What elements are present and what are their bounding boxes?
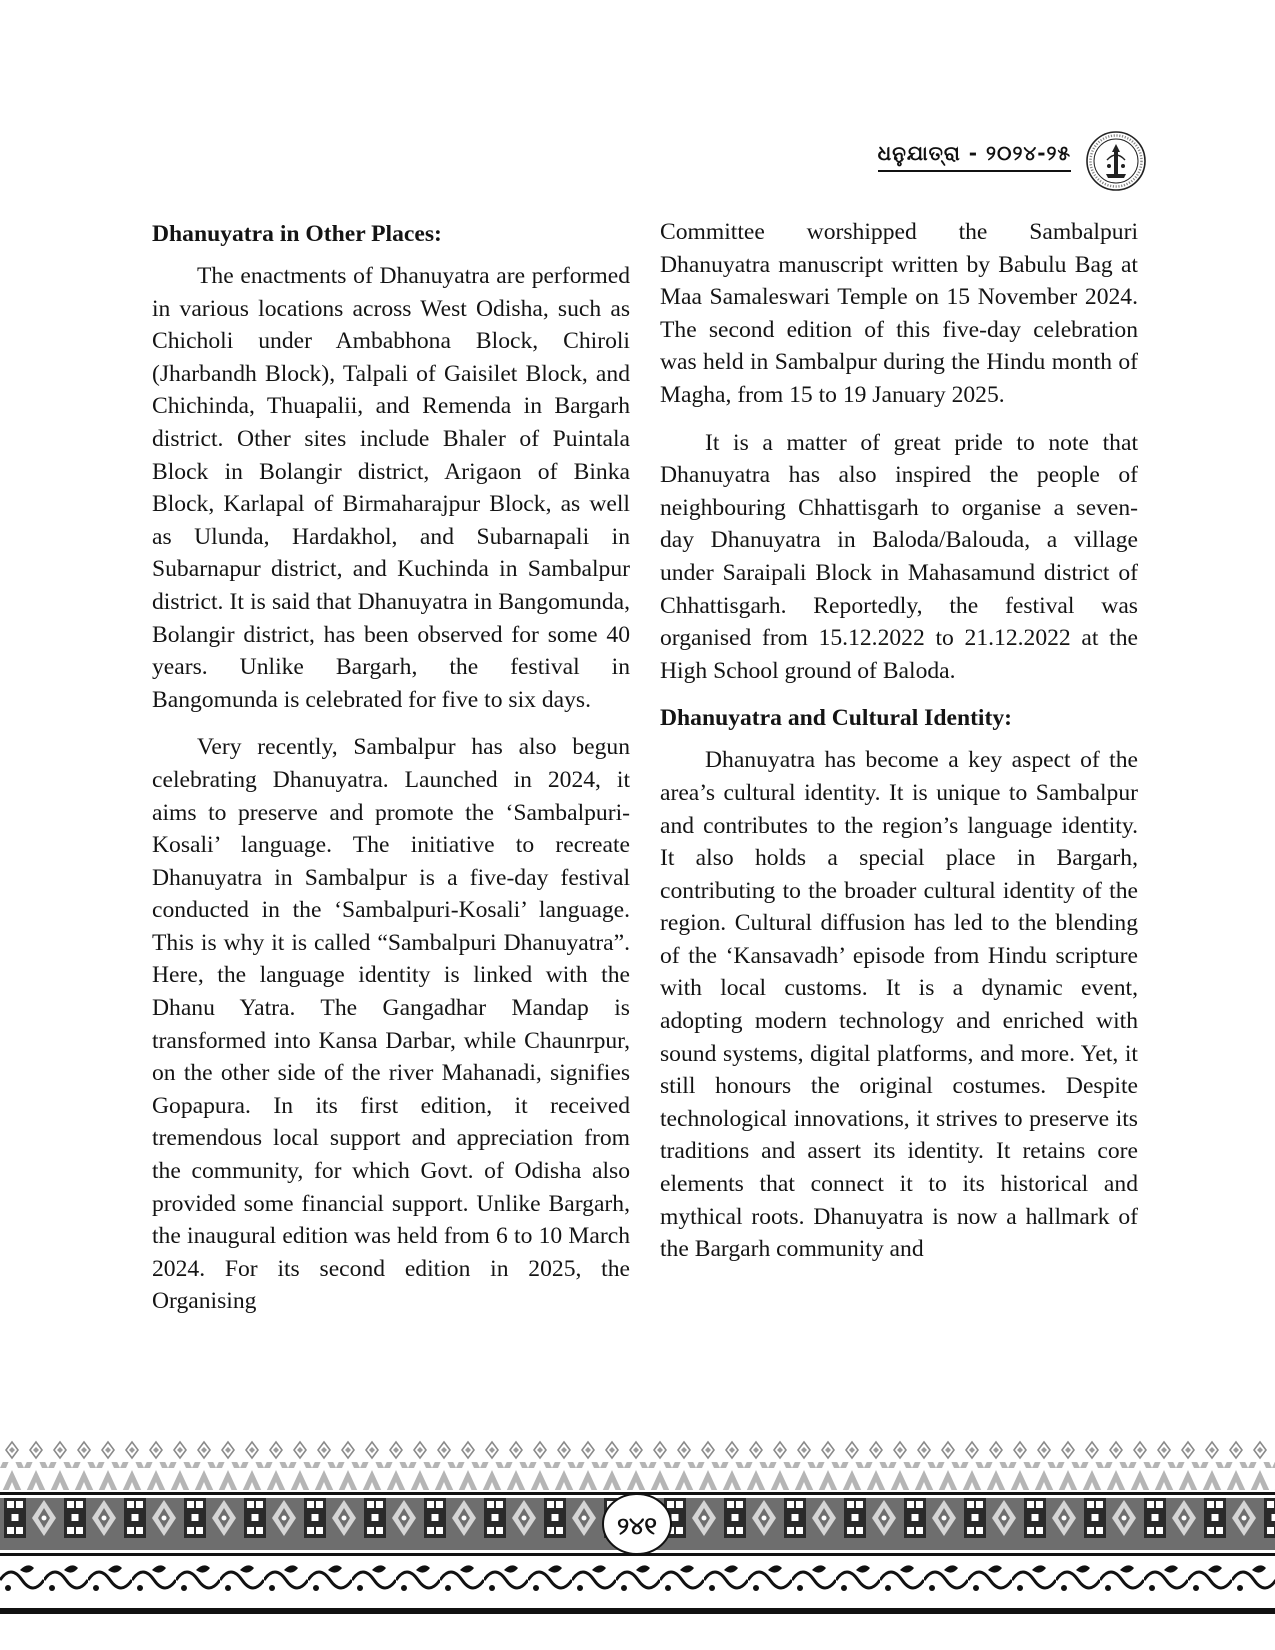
left-column [152, 216, 630, 1333]
paragraph-locations: The enactments of Dhanuyatra are performed in various locations across West Odisha, such as Chicholi under Ambabhona Block, Chiroli (Jharbandh Block), Talpali of Gaisilet Block, and Chichinda, Thuapalii, and Remenda in Bargarh district. Other sites include Bhaler of Puintala Block in Bolangir district, Arigaon of Binka Block, Karlapal of Birmaharajpur Block, as well as Ulunda, Hardakhol, and Subarnapali in Subarnapur district, and Kuchinda in Sambalpur district. It is said that Dhanuyatra in Bangomunda, Bolangir district, has been observed for some 40 years. Unlike Bargarh, the festival in Bangomunda is celebrated for five to six days. [152, 263, 630, 713]
paragraph-sambalpur: Very recently, Sambalpur has also begun celebrating Dhanuyatra. Launched in 2024, it aims to preserve and promote the ‘Sambalpuri-Kosali’ language. The initiative to recreate Dhanuyatra in Sambalpur is a five-day festival conducted in the ‘Sambalpuri-Kosali’ language. This is why it is called “Sambalpuri Dhanuyatra”. Here, the language identity is linked with the Dhanu Yatra. The Gangadhar Mandap is transformed into Kansa Darbar, while Chaunrpur, on the other side of the river Mahanadi, signifies Gopapura. In its first edition, it received tremendous local support and appreciation from the community, for which Govt. of Odisha also provided some financial support. Unlike Bargarh, the inaugural edition was held from 6 to 10 March 2024. For its second edition in 2025, the Organising [152, 734, 630, 1315]
paragraph-cultural-identity: Dhanuyatra has become a key aspect of the area’s cultural identity. It is unique to Sambalpur and contributes to the region’s language identity. It also holds a special place in Bargarh, contributing to the broader cultural identity of the region. Cultural diffusion has led to the blending of the ‘Kansavadh’ episode from Hindu scripture with local customs. It is a dynamic event, adopting modern technology and enriched with sound systems, digital platforms, and more. Yet, it still honours the original costumes. Despite technological innovations, it strives to preserve its traditions and assert its identity. It retains core elements that connect it to its historical and mythical roots. Dhanuyatra is now a hallmark of the Bargarh community and [660, 747, 1138, 1263]
page-header-title: ଧନୁଯାତ୍ରା - ୨୦୨୪-୨୫ [877, 141, 1071, 165]
ikat-border-pattern [0, 1440, 1275, 1650]
seal-icon [1085, 130, 1147, 192]
section-heading-cultural-identity: Dhanuyatra and Cultural Identity: [660, 705, 1012, 732]
page-number: ୨୪୧ [617, 1512, 657, 1540]
paragraph-continuation: Committee worshipped the Sambalpuri Dhanuyatra manuscript written by Babulu Bag at Maa Samaleswari Temple on 15 November 2024. The second edition of this five-day celebration was held in Sambalpur during the Hindu month of Magha, from 15 to 19 January 2025. [660, 219, 1138, 408]
paragraph-chhattisgarh: It is a matter of great pride to note that Dhanuyatra has also inspired the people of neighbouring Chhattisgarh to organise a seven-day Dhanuyatra in Baloda/Balouda, a village under Saraipali Block in Mahasamund district of Chhattisgarh. Reportedly, the festival was organised from 15.12.2022 to 21.12.2022 at the High School ground of Baloda. [660, 429, 1138, 684]
section-heading-other-places: Dhanuyatra in Other Places: [152, 221, 442, 247]
right-column [660, 216, 1138, 1281]
